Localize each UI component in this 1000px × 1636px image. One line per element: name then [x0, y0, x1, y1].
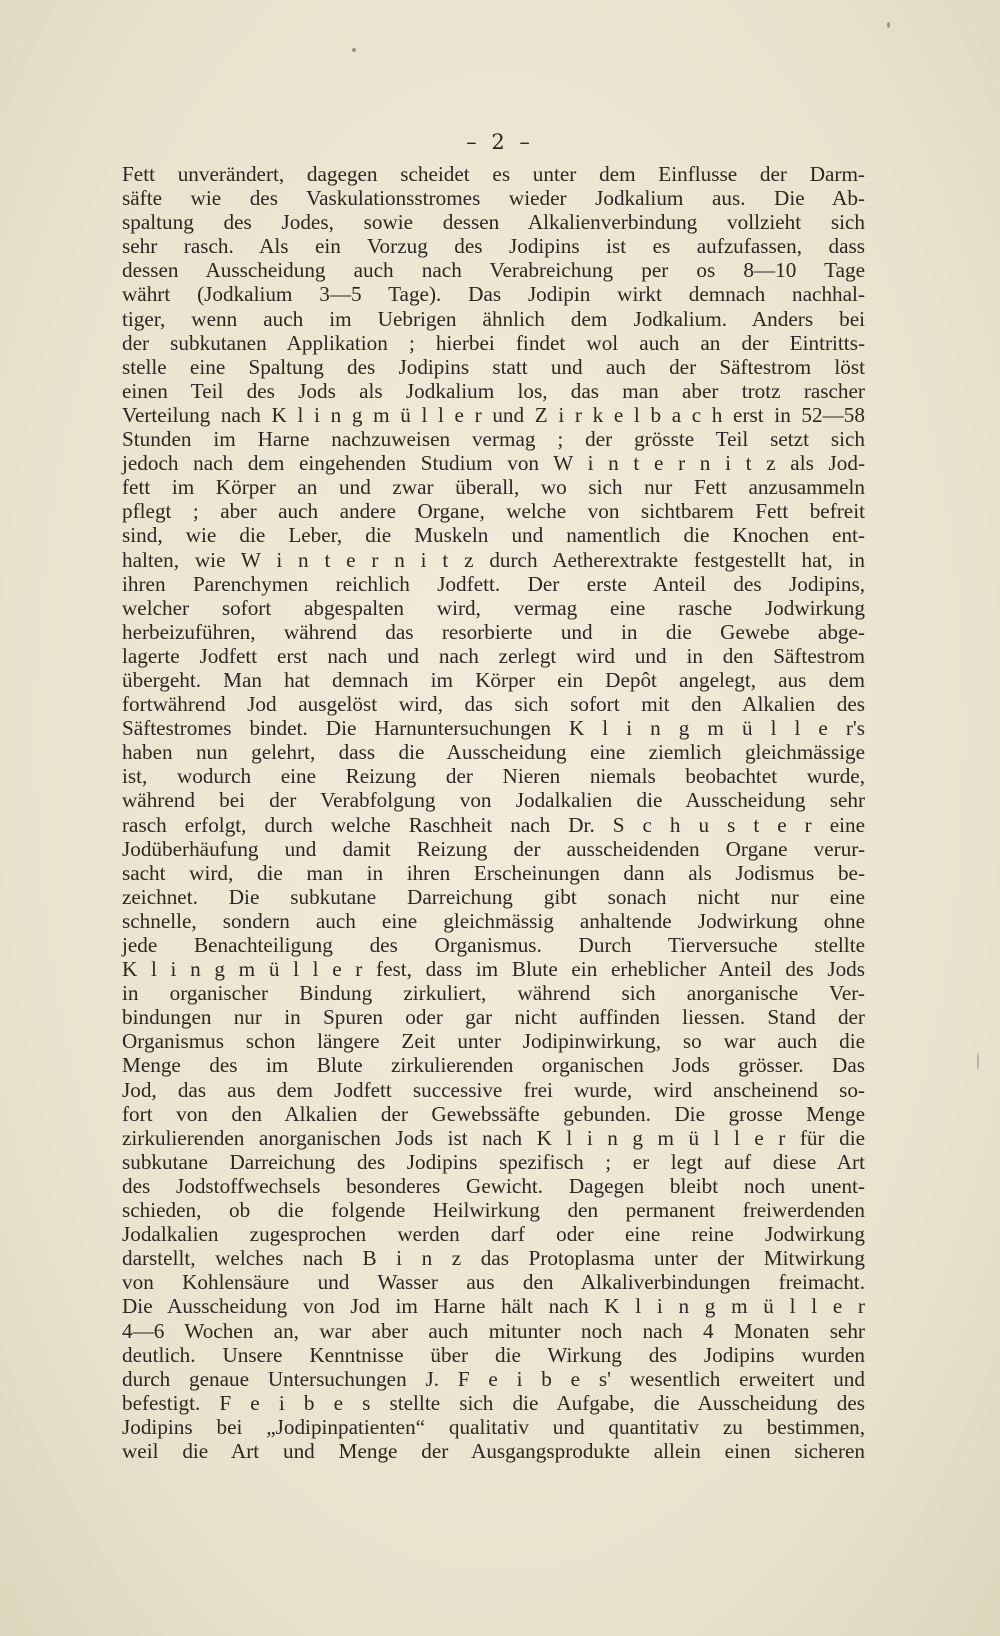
text-line: Die Ausscheidung von Jod im Harne hält nach K l i n g m ü l l e r	[122, 1294, 865, 1319]
ink-speck	[887, 22, 890, 28]
text-line: haben nun gelehrt, dass die Ausscheidung eine ziemlich gleichmässige	[122, 740, 865, 765]
text-line: weil die Art und Menge der Ausgangsprodukte allein einen sicheren	[122, 1438, 865, 1463]
text-line: säfte wie des Vaskulationsstromes wieder Jodkalium aus. Die Ab-	[122, 186, 865, 211]
text-line: übergeht. Man hat demnach im Körper ein Depôt angelegt, aus dem	[122, 667, 865, 692]
text-line: pflegt ; aber auch andere Organe, welche von sichtbarem Fett befreit	[122, 499, 865, 524]
text-line: Jod, das aus dem Jodfett successive frei wurde, wird anscheinend so-	[122, 1077, 865, 1102]
text-line: schieden, ob die folgende Heilwirkung den permanent freiwerdenden	[122, 1198, 865, 1223]
text-line: durch genaue Untersuchungen J. F e i b e s' wesentlich erweitert und	[122, 1366, 865, 1391]
text-line: lagerte Jodfett erst nach und nach zerlegt wird und in den Säftestrom	[122, 643, 865, 668]
text-line: zeichnet. Die subkutane Darreichung gibt sonach nicht nur eine	[122, 884, 865, 909]
text-line: bindungen nur in Spuren oder gar nicht auffinden liessen. Stand der	[122, 1005, 865, 1030]
text-line: Stunden im Harne nachzuweisen vermag ; der grösste Teil setzt sich	[122, 427, 865, 452]
text-line: Organismus schon längere Zeit unter Jodipinwirkung, so war auch die	[122, 1029, 865, 1054]
text-line: K l i n g m ü l l e r fest, dass im Blute ein erheblicher Anteil des Jods	[122, 957, 865, 982]
text-line: von Kohlensäure und Wasser aus den Alkaliverbindungen freimacht.	[122, 1270, 865, 1295]
text-line: dessen Ausscheidung auch nach Verabreichung per os 8—10 Tage	[122, 258, 865, 283]
text-line: der subkutanen Applikation ; hierbei findet wol auch an der Eintritts-	[122, 330, 865, 355]
text-line: jede Benachteiligung des Organismus. Durch Tierversuche stellte	[122, 933, 865, 957]
ink-speck	[352, 48, 356, 52]
text-line: des Jodstoffwechsels besonderes Gewicht. Dagegen bleibt noch unent-	[122, 1173, 865, 1198]
body-text	[122, 162, 865, 1463]
text-line: fett im Körper an und zwar überall, wo sich nur Fett anzusammeln	[122, 475, 865, 500]
text-line: tiger, wenn auch im Uebrigen ähnlich dem Jodkalium. Anders bei	[122, 306, 865, 331]
text-line: Säftestromes bindet. Die Harnuntersuchungen K l i n g m ü l l e r's	[122, 716, 865, 741]
text-line: einen Teil des Jods als Jodkalium los, das man aber trotz rascher	[122, 378, 865, 403]
text-line: zirkulierenden anorganischen Jods ist nach K l i n g m ü l l e r für die	[122, 1125, 865, 1150]
text-line: darstellt, welches nach B i n z das Protoplasma unter der Mitwirkung	[122, 1246, 865, 1271]
text-line: deutlich. Unsere Kenntnisse über die Wirkung des Jodipins wurden	[122, 1342, 865, 1367]
text-line: währt (Jodkalium 3—5 Tage). Das Jodipin wirkt demnach nachhal-	[122, 282, 865, 307]
text-line: sacht wird, die man in ihren Erscheinungen dann als Jodismus be-	[122, 860, 865, 885]
text-line: stelle eine Spaltung des Jodipins statt und auch der Säftestrom löst	[122, 354, 865, 379]
text-line: herbeizuführen, während das resorbierte und in die Gewebe abge-	[122, 619, 865, 644]
ink-speck	[977, 1052, 979, 1070]
text-line: subkutane Darreichung des Jodipins spezifisch ; er legt auf diese Art	[122, 1149, 865, 1174]
text-line: Fett unverändert, dagegen scheidet es unter dem Einflusse der Darm-	[122, 162, 865, 186]
text-line: spaltung des Jodes, sowie dessen Alkalienverbindung vollzieht sich	[122, 210, 865, 235]
text-line: schnelle, sondern auch eine gleichmässig anhaltende Jodwirkung ohne	[122, 908, 865, 933]
text-line: rasch erfolgt, durch welche Raschheit nach Dr. S c h u s t e r eine	[122, 812, 865, 837]
text-line: halten, wie W i n t e r n i t z durch Aetherextrakte festgestellt hat, in	[122, 547, 865, 572]
text-line: in organischer Bindung zirkuliert, während sich anorganische Ver-	[122, 981, 865, 1006]
text-line: ist, wodurch eine Reizung der Nieren niemals beobachtet wurde,	[122, 764, 865, 789]
text-line: Verteilung nach K l i n g m ü l l e r und Z i r k e l b a c h erst in 52—58	[122, 402, 865, 427]
text-line: 4—6 Wochen an, war aber auch mitunter noch nach 4 Monaten sehr	[122, 1318, 865, 1343]
text-line: ihren Parenchymen reichlich Jodfett. Der erste Anteil des Jodipins,	[122, 571, 865, 596]
text-line: jedoch nach dem eingehenden Studium von W i n t e r n i t z als Jod-	[122, 451, 865, 476]
text-line: Jodalkalien zugesprochen werden darf oder eine reine Jodwirkung	[122, 1222, 865, 1247]
text-line: sind, wie die Leber, die Muskeln und namentlich die Knochen ent-	[122, 523, 865, 548]
page-number: – 2 –	[466, 130, 534, 154]
text-line: fort von den Alkalien der Gewebssäfte gebunden. Die grosse Menge	[122, 1101, 865, 1126]
text-line: welcher sofort abgespalten wird, vermag eine rasche Jodwirkung	[122, 595, 865, 620]
text-line: Menge des im Blute zirkulierenden organischen Jods grösser. Das	[122, 1053, 865, 1078]
text-line: während bei der Verabfolgung von Jodalkalien die Ausscheidung sehr	[122, 788, 865, 813]
text-line: fortwährend Jod ausgelöst wird, das sich sofort mit den Alkalien des	[122, 692, 865, 717]
text-line: Jodipins bei „Jodipinpatienten“ qualitativ und quantitativ zu bestimmen,	[122, 1414, 865, 1439]
text-line: befestigt. F e i b e s stellte sich die Aufgabe, die Ausscheidung des	[122, 1390, 865, 1415]
text-line: Jodüberhäufung und damit Reizung der ausscheidenden Organe verur-	[122, 836, 865, 861]
text-line: sehr rasch. Als ein Vorzug des Jodipins ist es aufzufassen, dass	[122, 234, 865, 259]
